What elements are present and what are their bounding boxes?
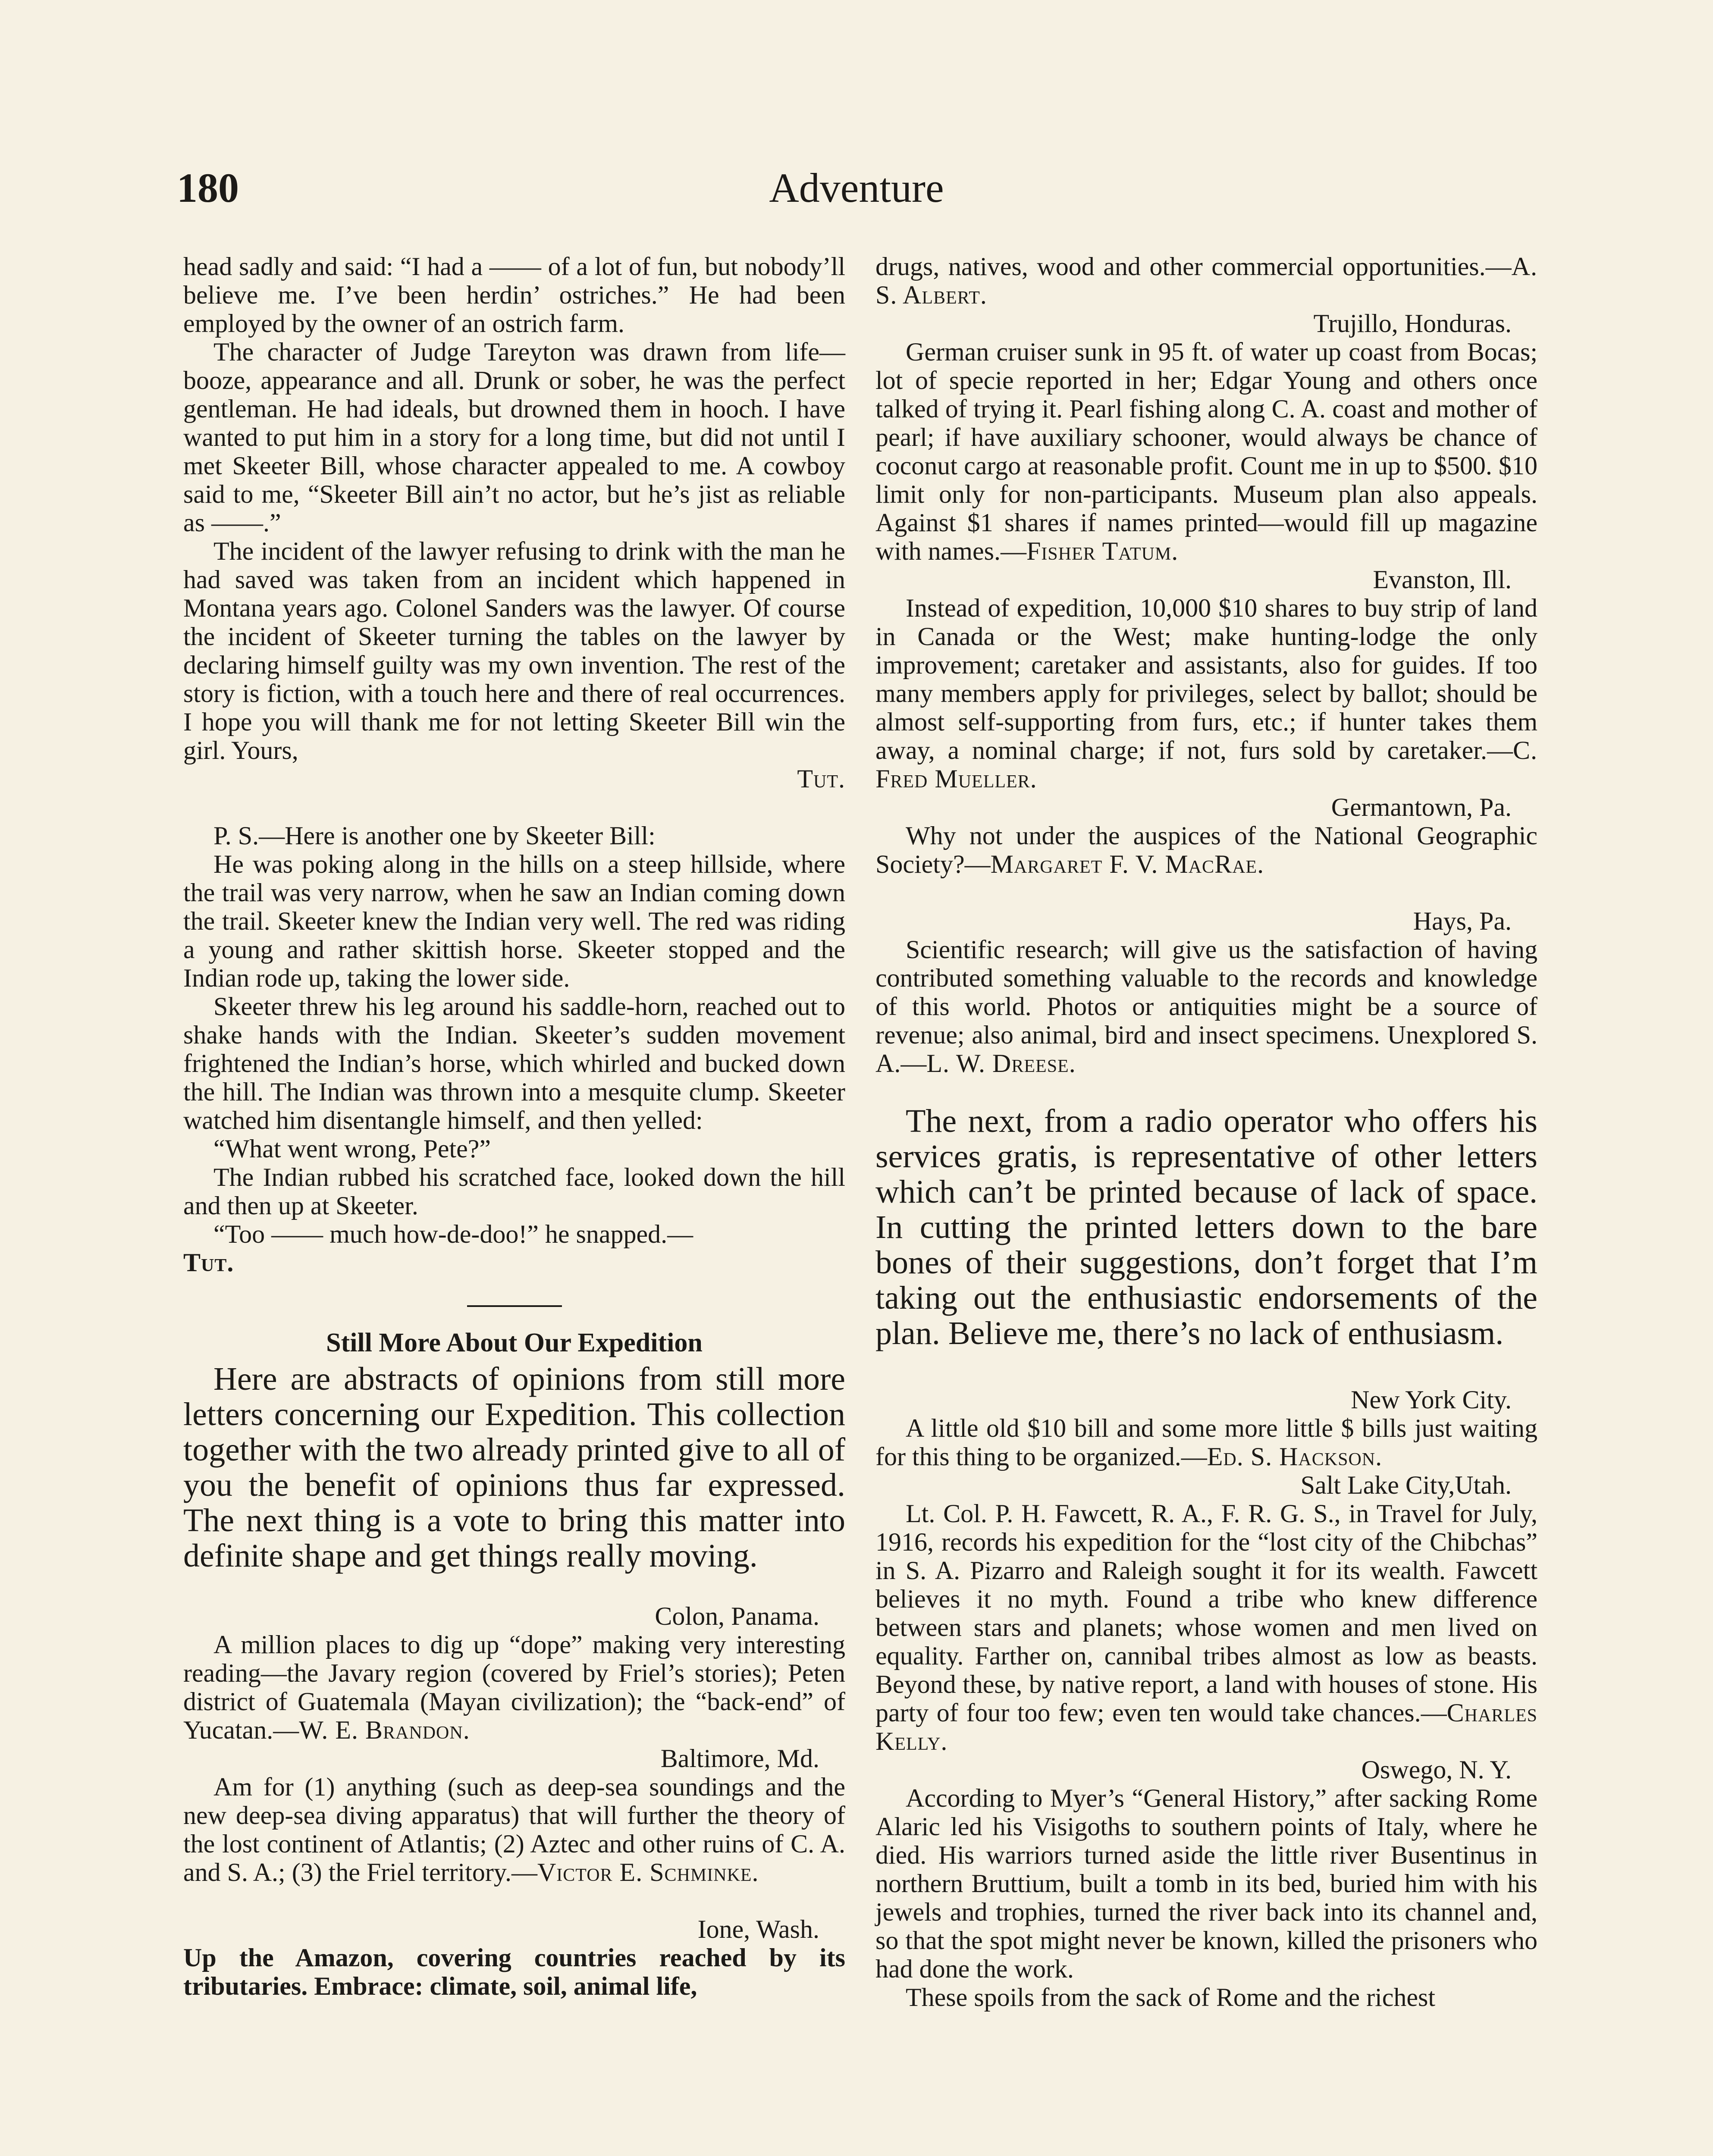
letter-text: Why not under the auspices of the National Geographic Society?—Margaret F. V. MacRae. [875, 821, 1537, 878]
postscript [183, 821, 845, 1277]
letter-place: Evanston, Ill. [1373, 565, 1512, 594]
letter-place: Trujillo, Honduras. [1313, 309, 1512, 338]
letter-place: Colon, Panama. [655, 1602, 819, 1630]
letter-text: According to Myer’s “General History,” after sacking Rome Alaric led his Visigoths to southern points of Italy, where he died. His warriors turned aside the little river Busentinus in northern Bruttium, built a tomb in its bed, buried him with his jewels and trophies, turned the river back into its channel and, so that the spot might never be known, killed the prisoners who had done the work. [875, 1784, 1537, 1983]
magazine-title: Adventure [769, 165, 944, 211]
page-number: 180 [177, 165, 239, 211]
letter-place: Germantown, Pa. [1331, 793, 1512, 821]
section-heading: Still More About Our Expedition [326, 1328, 703, 1357]
section-intro: Here are abstracts of opinions from still more letters concerning our Expedition. This collection together with the two already printed give to all of you the benefit of opinions thus far expressed. The next thing is a vote to bring this matter into definite shape and get things really moving. [183, 1361, 845, 1574]
letter-place: New York City. [1351, 1385, 1512, 1414]
letter-text: Lt. Col. P. H. Fawcett, R. A., F. R. G. S., in Travel for July, 1916, records his expedition for the “lost city of the Chibchas” in S. A. Pizarro and Raleigh sought it for its wealth. Fawcett believes it no myth. Found a tribe who knew difference between stars and planets; whose women and men lived on equality. Farther on, cannibal tribes almost as low as beasts. Beyond these, by native report, a land with houses of stone. His party of four too few; even ten would take chances.—Charles Kelly. [875, 1499, 1537, 1755]
letter-text: Am for (1) anything (such as deep-sea soundings and the new deep-sea diving apparatus) that will further the theory of the lost continent of Atlantis; (2) Aztec and other ruins of C. A. and S. A.; (3) the Friel territory.—Victor E. Schminke. [183, 1773, 845, 1887]
section-divider [467, 1305, 562, 1307]
letter-author: A. S. Albert. [875, 252, 1537, 309]
paragraph: head sadly and said: “I had a —— of a lot of fun, but nobody’ll believe me. I’ve been herdin’ ostriches.” He had been employed by the owner of an ostrich farm. [183, 252, 845, 338]
paragraph: The Indian rubbed his scratched face, looked down the hill and then up at Skeeter. [183, 1163, 845, 1220]
letter-text: A little old $10 bill and some more little $ bills just waiting for this thing to be organized.—Ed. S. Hackson. [875, 1414, 1537, 1471]
paragraph: Skeeter threw his leg around his saddle-horn, reached out to shake hands with the Indian. Skeeter’s sudden movement frightened the Indian’s horse, which whirled and bucked down the hill. The Indian was thrown into a mesquite clump. Skeeter watched him disentangle himself, and then yelled: [183, 992, 845, 1134]
letter-text: German cruiser sunk in 95 ft. of water up coast from Bocas; lot of specie reported in her; Edgar Young and others once talked of trying it. Pearl fishing along C. A. coast and mother of pearl; if have auxiliary schooner, would always be chance of coconut cargo at reasonable profit. Count me in up to $500. $10 limit only for non-participants. Museum plan also appeals. Against $1 shares if names printed—would fill up magazine with names.—Fisher Tatum. [875, 338, 1537, 565]
letter-author: W. E. Brandon. [299, 1716, 470, 1744]
letter-place: Salt Lake City,Utah. [1300, 1471, 1512, 1499]
continuation-text: drugs, natives, wood and other commercial opportunities.—A. S. Albert. [875, 252, 1537, 309]
letter-author: L. W. Dreese. [926, 1049, 1076, 1078]
letter-author: Victor E. Schminke. [537, 1858, 759, 1887]
letter-text: Scientific research; will give us the satisfaction of having contributed something valuable to the records and knowledge of this world. Photos or antiquities might be a source of revenue; also animal, bird and insect specimens. Unexplored S. A.—L. W. Dreese. [875, 935, 1537, 1078]
letter-author: Fisher Tatum. [1026, 537, 1179, 565]
paragraph: The character of Judge Tareyton was drawn from life—booze, appearance and all. Drunk or sober, he was the perfect gentleman. He had ideals, but drowned them in hooch. I have wanted to put him in a story for a long time, but did not until I met Skeeter Bill, whose character appealed to me. A cowboy said to me, “Skeeter Bill ain’t no actor, but he’s jist as reliable as ——.” [183, 338, 845, 537]
radio-intro: The next, from a radio operator who offers his services gratis, is representative of other letters which can’t be printed because of lack of space. In cutting the printed letters down to the bare bones of their suggestions, don’t forget that I’m taking out the enthusiastic endorsements of the plan. Believe me, there’s no lack of enthusiasm. [875, 1103, 1537, 1351]
paragraph: P. S.—Here is another one by Skeeter Bill: [213, 821, 656, 850]
letter-text: Up the Amazon, covering countries reached by its tributaries. Embrace: climate, soil, animal life, [183, 1943, 845, 2000]
paragraph: He was poking along in the hills on a steep hillside, where the trail was very narrow, when he saw an Indian coming down the trail. Skeeter knew the Indian very well. The red was riding a young and rather skittish horse. Skeeter stopped and the Indian rode up, taking the lower side. [183, 850, 845, 992]
letter-author: Charles Kelly. [875, 1698, 1537, 1755]
letter-author: Margaret F. V. MacRae. [990, 850, 1264, 878]
paragraph: “Too —— much how-de-doo!” he snapped.— [213, 1220, 693, 1248]
letter-place: Oswego, N. Y. [1361, 1755, 1512, 1784]
letter-place: Baltimore, Md. [660, 1744, 819, 1773]
paragraph: “What went wrong, Pete?” [213, 1134, 491, 1163]
letter-place: Ione, Wash. [697, 1915, 819, 1943]
signature: Tut. [183, 1248, 234, 1277]
letter-author: C. Fred Mueller. [875, 736, 1537, 793]
left-column [183, 252, 845, 2000]
letter-text: Instead of expedition, 10,000 $10 shares to buy strip of land in Canada or the West; make hunting-lodge the only improvement; caretaker and assistants, also for guides. If too many members apply for privileges, select by ballot; should be almost self-supporting from furs, etc.; if hunter takes them away, a nominal charge; if not, furs sold by caretaker.—C. Fred Mueller. [875, 594, 1537, 793]
paragraph: These spoils from the sack of Rome and the richest [906, 1983, 1436, 2012]
letter-place: Hays, Pa. [1413, 907, 1512, 935]
letter-author: Ed. S. Hackson. [1207, 1442, 1383, 1471]
running-head [0, 164, 1713, 229]
right-column [875, 252, 1537, 2012]
letter-text: A million places to dig up “dope” making very interesting reading—the Javary region (covered by Friel’s stories); Peten district of Guatemala (Mayan civilization); the “back-end” of Yucatan.—W. E. Brandon. [183, 1630, 845, 1744]
paragraph: The incident of the lawyer refusing to drink with the man he had saved was taken from an incident which happened in Montana years ago. Colonel Sanders was the lawyer. Of course the incident of Skeeter turning the tables on the lawyer by declaring himself guilty was my own invention. The rest of the story is fiction, with a touch here and there of real occurrences. I hope you will thank me for not letting Skeeter Bill win the girl. Yours, [183, 537, 845, 765]
radio-intro-block [875, 1103, 1537, 1351]
signature: Tut. [797, 765, 845, 793]
